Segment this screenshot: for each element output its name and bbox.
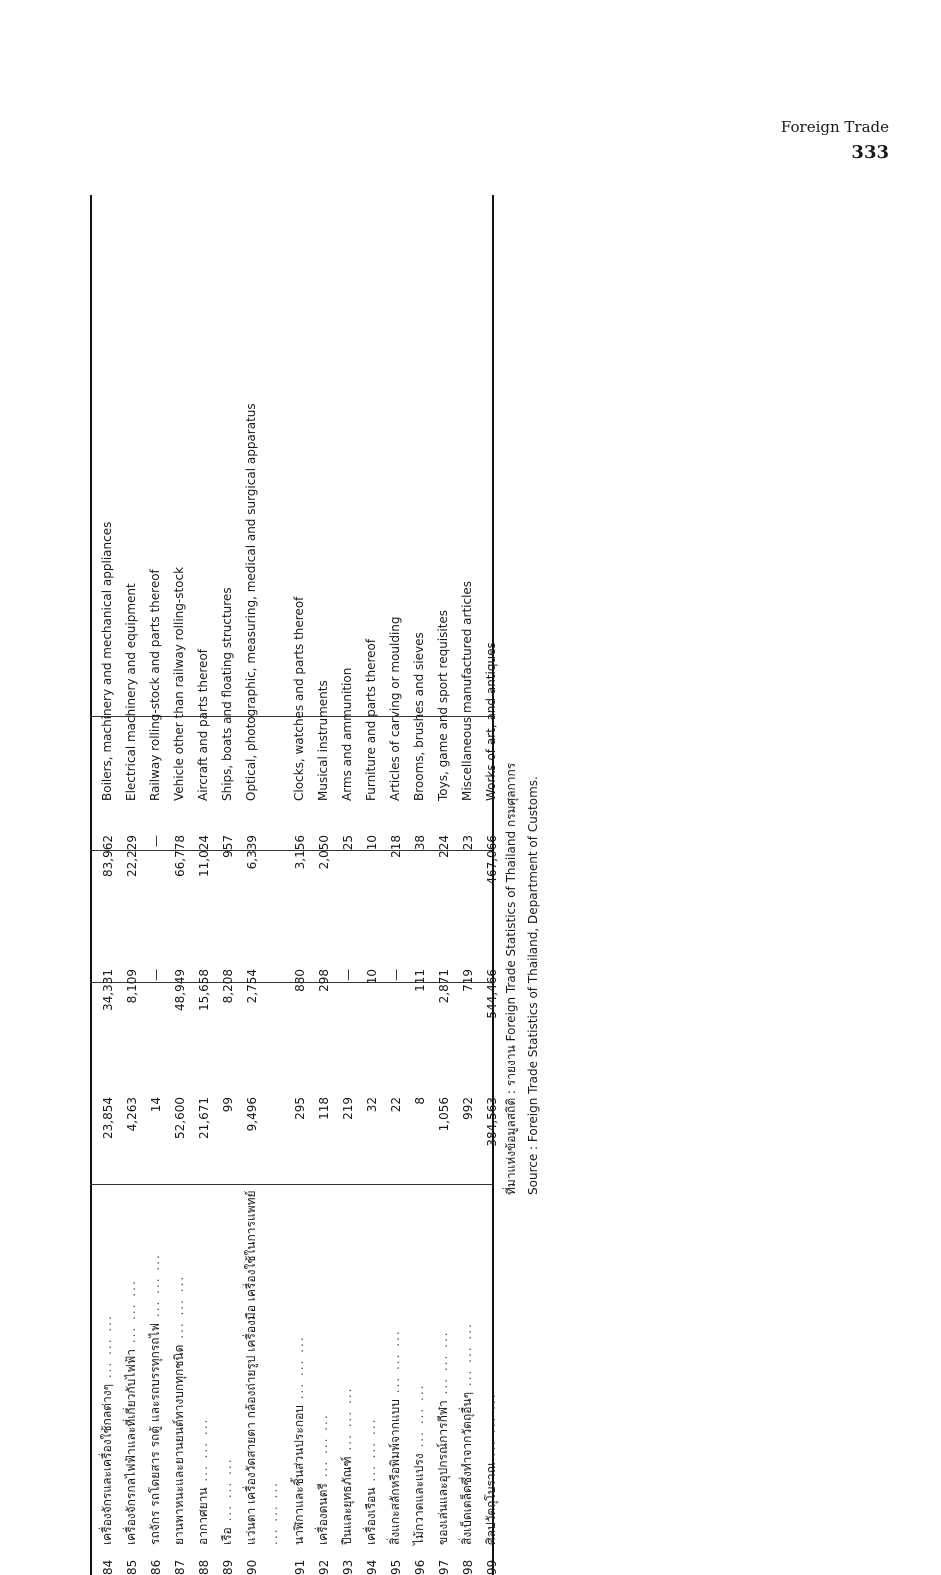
row-value-3: 467,066 [485, 835, 499, 885]
row-value-3: 83,962 [101, 835, 115, 877]
row-code: 95 [389, 1559, 403, 1575]
table-row [168, 185, 192, 1575]
row-value-1: 1,056 [437, 1097, 451, 1132]
row-thai-label: ของเล่นและอุปกรณ์การกีฬา ... ... ... [436, 1330, 450, 1545]
row-value-2: 10 [365, 969, 379, 985]
row-value-2: 8,208 [221, 969, 235, 1004]
row-thai-label: ปืนและยุทธภัณฑ์ ... ... ... [340, 1386, 354, 1545]
row-value-1: 384,563 [485, 1097, 499, 1147]
row-value-3: 22,229 [125, 835, 139, 877]
row-thai-label: เรือ ... ... ... [220, 1457, 234, 1545]
leader-dots: ... ... ... [172, 1274, 186, 1345]
row-code: 97 [437, 1559, 451, 1575]
table-row [384, 185, 408, 1575]
table-row [336, 185, 360, 1575]
row-value-3: — [149, 835, 163, 847]
row-english-label: Articles of carving or moulding [388, 616, 402, 801]
row-code: 84 [101, 1559, 115, 1575]
row-thai-label: ไม้กวาดและแปรง ... ... ... [412, 1383, 426, 1545]
row-value-2: 544,466 [485, 969, 499, 1019]
row-value-3: 10 [365, 835, 379, 851]
table-row [312, 185, 336, 1575]
row-thai-label: เครื่องดนตรี ... ... ... [316, 1413, 330, 1545]
row-value-1: 23,854 [101, 1097, 115, 1139]
table-row [288, 185, 312, 1575]
row-code: 89 [221, 1559, 235, 1575]
row-english-label: Brooms, brushes and sieves [412, 632, 426, 801]
row-value-2: 2,871 [437, 969, 451, 1004]
row-code: 85 [125, 1559, 139, 1575]
row-value-3: 2,050 [317, 835, 331, 870]
row-code: 90 [245, 1559, 259, 1575]
row-value-1: 295 [293, 1097, 307, 1120]
row-value-2: 8,109 [125, 969, 139, 1004]
page-number: 333 [851, 142, 889, 163]
row-value-1: 99 [221, 1097, 235, 1113]
row-value-2: 2,754 [245, 969, 259, 1004]
row-code: 91 [293, 1559, 307, 1575]
table-row [408, 185, 432, 1575]
leader-dots: ... ... ... [412, 1383, 426, 1454]
row-value-2: — [341, 969, 355, 981]
row-value-1: 32 [365, 1097, 379, 1113]
row-english-label: Toys, game and sport requisites [436, 609, 450, 801]
leader-dots: ... ... ... [148, 1253, 162, 1323]
row-value-3: 224 [437, 835, 451, 858]
table-row [216, 185, 240, 1575]
row-code: 88 [197, 1559, 211, 1575]
leader-dots: ... ... ... [292, 1335, 306, 1406]
row-value-1: 9,496 [245, 1097, 259, 1132]
row-value-1: 992 [461, 1097, 475, 1120]
row-code: 98 [461, 1559, 475, 1575]
row-value-3: 38 [413, 835, 427, 851]
row-thai-label: รถจักร รถโดยสาร รถตู้ และรถบรรทุกรถไฟ ... ... ... [148, 1253, 162, 1545]
row-thai-label: สิ่งแกะสลักหรือพิมพ์จากแบบ ... ... ... [388, 1329, 402, 1545]
row-code: 86 [149, 1559, 163, 1575]
section-title: Foreign Trade [780, 118, 889, 136]
leader-dots: ... ... ... [340, 1386, 354, 1457]
leader-dots: ... ... ... [124, 1279, 138, 1349]
row-english-label: Optical, photographic, measuring, medical and surgical apparatus [244, 403, 258, 801]
leader-dots: ... ... ... [460, 1322, 474, 1392]
row-value-2: 880 [293, 969, 307, 992]
row-value-1: 8 [413, 1097, 427, 1105]
row-value-2: — [149, 969, 163, 981]
row-value-3: 3,156 [293, 835, 307, 870]
row-code: 87 [173, 1559, 187, 1575]
row-value-3: 957 [221, 835, 235, 858]
row-value-1: 118 [317, 1097, 331, 1120]
row-thai-label: สิ่งเบ็ดเตล็ดซึ่งทำจากวัตถุอื่นๆ ... ... ... [460, 1322, 474, 1545]
leader-dots: ... ... ... [196, 1417, 210, 1488]
leader-dots: ... ... ... [436, 1330, 450, 1401]
table-row [144, 185, 168, 1575]
row-value-1: 22 [389, 1097, 403, 1113]
row-thai-label: เครื่องเรือน ... ... ... [364, 1417, 378, 1545]
table-row [96, 185, 120, 1575]
row-english-label: Musical instruments [316, 680, 330, 801]
row-english-label: Vehicle other than railway rolling-stock [172, 566, 186, 801]
row-value-2: 298 [317, 969, 331, 992]
row-thai-label: นาฬิกาและชิ้นส่วนประกอบ ... ... ... [292, 1335, 306, 1545]
row-value-2: 15,658 [197, 969, 211, 1011]
row-value-3: 11,024 [197, 835, 211, 877]
table-row [432, 185, 456, 1575]
table-top-rule [90, 195, 92, 1575]
row-value-3: 6,339 [245, 835, 259, 870]
row-english-label: Arms and ammunition [340, 667, 354, 801]
row-code: 93 [341, 1559, 355, 1575]
source-thai: ที่มาแห่งข้อมูลสถิติ : รายงาน Foreign Trade Statistics of Thailand กรมศุลกากร [504, 762, 518, 1195]
table-row [456, 185, 480, 1575]
row-value-2: — [389, 969, 403, 981]
table-row [192, 185, 216, 1575]
row-value-1: 14 [149, 1097, 163, 1113]
table-row [240, 185, 288, 1575]
row-value-1: 21,671 [197, 1097, 211, 1139]
row-code: 94 [365, 1559, 379, 1575]
table-row [360, 185, 384, 1575]
leader-dots: ... ... ... [484, 1392, 498, 1463]
row-thai-label: ยานพาหนะและยานยนต์ทางบกทุกชนิด ... ... ... [172, 1274, 186, 1545]
leader-dots: ... ... ... [220, 1457, 234, 1528]
row-value-3: 25 [341, 835, 355, 851]
trade-table [90, 185, 540, 1575]
row-value-1: 219 [341, 1097, 355, 1120]
row-value-2: 719 [461, 969, 475, 992]
row-thai-label: เครื่องจักรกลไฟฟ้าและที่เกี่ยวกับไฟฟ้า ... ... ... [124, 1279, 138, 1545]
row-value-2: 48,949 [173, 969, 187, 1011]
row-english-label: Boilers, machinery and mechanical appliances [100, 521, 114, 801]
leader-dots: ... ... ... [266, 1481, 280, 1545]
row-code: 92 [317, 1559, 331, 1575]
row-value-1: 4,263 [125, 1097, 139, 1132]
table-row [120, 185, 144, 1575]
row-english-label: Works of art, and antiques [484, 642, 498, 801]
leader-dots: ... ... ... [100, 1314, 114, 1384]
leader-dots: ... ... ... [388, 1329, 402, 1400]
row-value-1: 52,600 [173, 1097, 187, 1139]
row-thai-label: ศิลปวัตถุโบราณ ... ... ... [484, 1392, 498, 1545]
row-value-2: 34,331 [101, 969, 115, 1011]
row-value-3: 23 [461, 835, 475, 851]
row-english-label: Railway rolling-stock and parts thereof [148, 569, 162, 801]
row-english-label: Miscellaneous manufactured articles [460, 580, 474, 801]
source-english: Source : Foreign Trade Statistics of Thailand, Department of Customs. [526, 776, 540, 1195]
source-note [500, 575, 544, 1575]
page-header [781, 118, 889, 163]
row-english-label: Furniture and parts thereof [364, 638, 378, 801]
row-english-label: Aircraft and parts thereof [196, 648, 210, 801]
leader-dots: ... ... ... [316, 1413, 330, 1484]
row-thai-label: อากาศยาน ... ... ... [196, 1417, 210, 1545]
row-value-2: 111 [413, 969, 427, 992]
row-thai-label: แว่นตา เครื่องวัดสายตา กล้องถ่ายรูป เครื่องมือ เครื่องใช้ในการแพทย์ ... ... ... [244, 1190, 280, 1545]
table-body [96, 185, 504, 1575]
row-english-label: Clocks, watches and parts thereof [292, 596, 306, 801]
row-code: 96 [413, 1559, 427, 1575]
row-english-label: Electrical machinery and equipment [124, 583, 138, 801]
row-value-3: 66,778 [173, 835, 187, 877]
row-code: 99 [485, 1559, 499, 1575]
row-english-label: Ships, boats and floating structures [220, 587, 234, 801]
leader-dots: ... ... ... [364, 1417, 378, 1488]
row-value-3: 218 [389, 835, 403, 858]
row-thai-label: เครื่องจักรและเครื่องใช้กลต่างๆ ... ... ... [100, 1314, 114, 1545]
